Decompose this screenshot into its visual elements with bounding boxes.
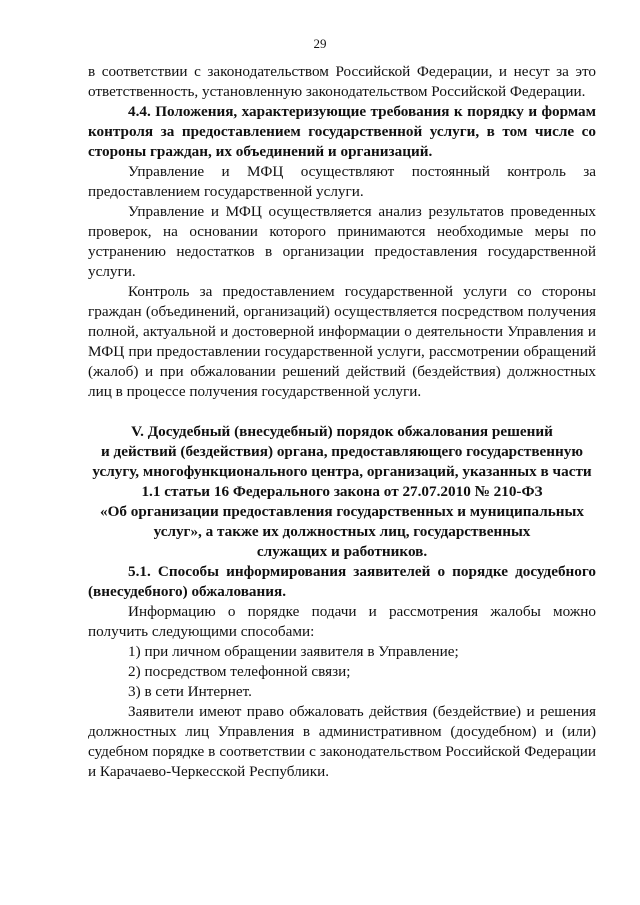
section-v-title-line: служащих и работников. (256, 543, 428, 560)
page-number: 29 (313, 36, 327, 51)
methods-list (88, 642, 596, 702)
list-item: 3) в сети Интернет. (128, 683, 252, 700)
section-v-title-line: услугу, многофункционального центра, организаций, указанных в части (92, 463, 592, 480)
list-item: 1) при личном обращении заявителя в Управление; (128, 643, 459, 660)
section-v-title-line: 1.1 статьи 16 Федерального закона от 27.07.2010 № 210-ФЗ (141, 483, 543, 500)
paragraph-4-4-1: Управление и МФЦ осуществляют постоянный контроль за предоставлением государственной услуги. (88, 163, 596, 200)
heading-5-1: 5.1. Способы информирования заявителей о порядке досудебного (внесудебного) обжалования. (88, 563, 596, 600)
section-v-title-line: V. Досудебный (внесудебный) порядок обжалования решений (131, 423, 553, 440)
paragraph-4-4-3: Контроль за предоставлением государственной услуги со стороны граждан (объединений, организаций) осуществляется посредством получения полной, актуальной и достоверной информации о деятельности Управления и МФЦ при предоставлении государственной услуги, рассмотрении обращений (жалоб) и при обжаловании решений действий (бездействия) должностных лиц в процессе получения государственной услуги. (88, 283, 596, 400)
document-body (88, 62, 596, 782)
paragraph-4-4-2: Управление и МФЦ осуществляется анализ результатов проведенных проверок, на основании которого принимаются необходимые меры по устранению недостатков в организации предоставления государственной услуги. (88, 203, 596, 280)
intro-paragraph: в соответствии с законодательством Российской Федерации, и несут за это ответственность, установленную законодательством Российской Федерации. (88, 63, 596, 100)
paragraph-5-1-1: Информацию о порядке подачи и рассмотрения жалобы можно получить следующими способами: (88, 603, 596, 640)
paragraph-5-1-2: Заявители имеют право обжаловать действия (бездействие) и решения должностных лиц Управления в административном (досудебном) и (или) судебном порядке в соответствии с законодательством Российской Федерации и Карачаево-Черкесской Республики. (88, 703, 596, 780)
section-v-title (88, 422, 596, 562)
section-v-title-line: услуг», а также их должностных лиц, государственных (153, 523, 531, 540)
section-v-title-line: и действий (бездействия) органа, предоставляющего государственную (101, 443, 583, 460)
heading-4-4: 4.4. Положения, характеризующие требования к порядку и формам контроля за предоставлением государственной услуги, в том числе со стороны граждан, их объединений и организаций. (88, 103, 596, 160)
list-item: 2) посредством телефонной связи; (128, 663, 351, 680)
section-v-title-line: «Об организации предоставления государственных и муниципальных (100, 503, 584, 520)
